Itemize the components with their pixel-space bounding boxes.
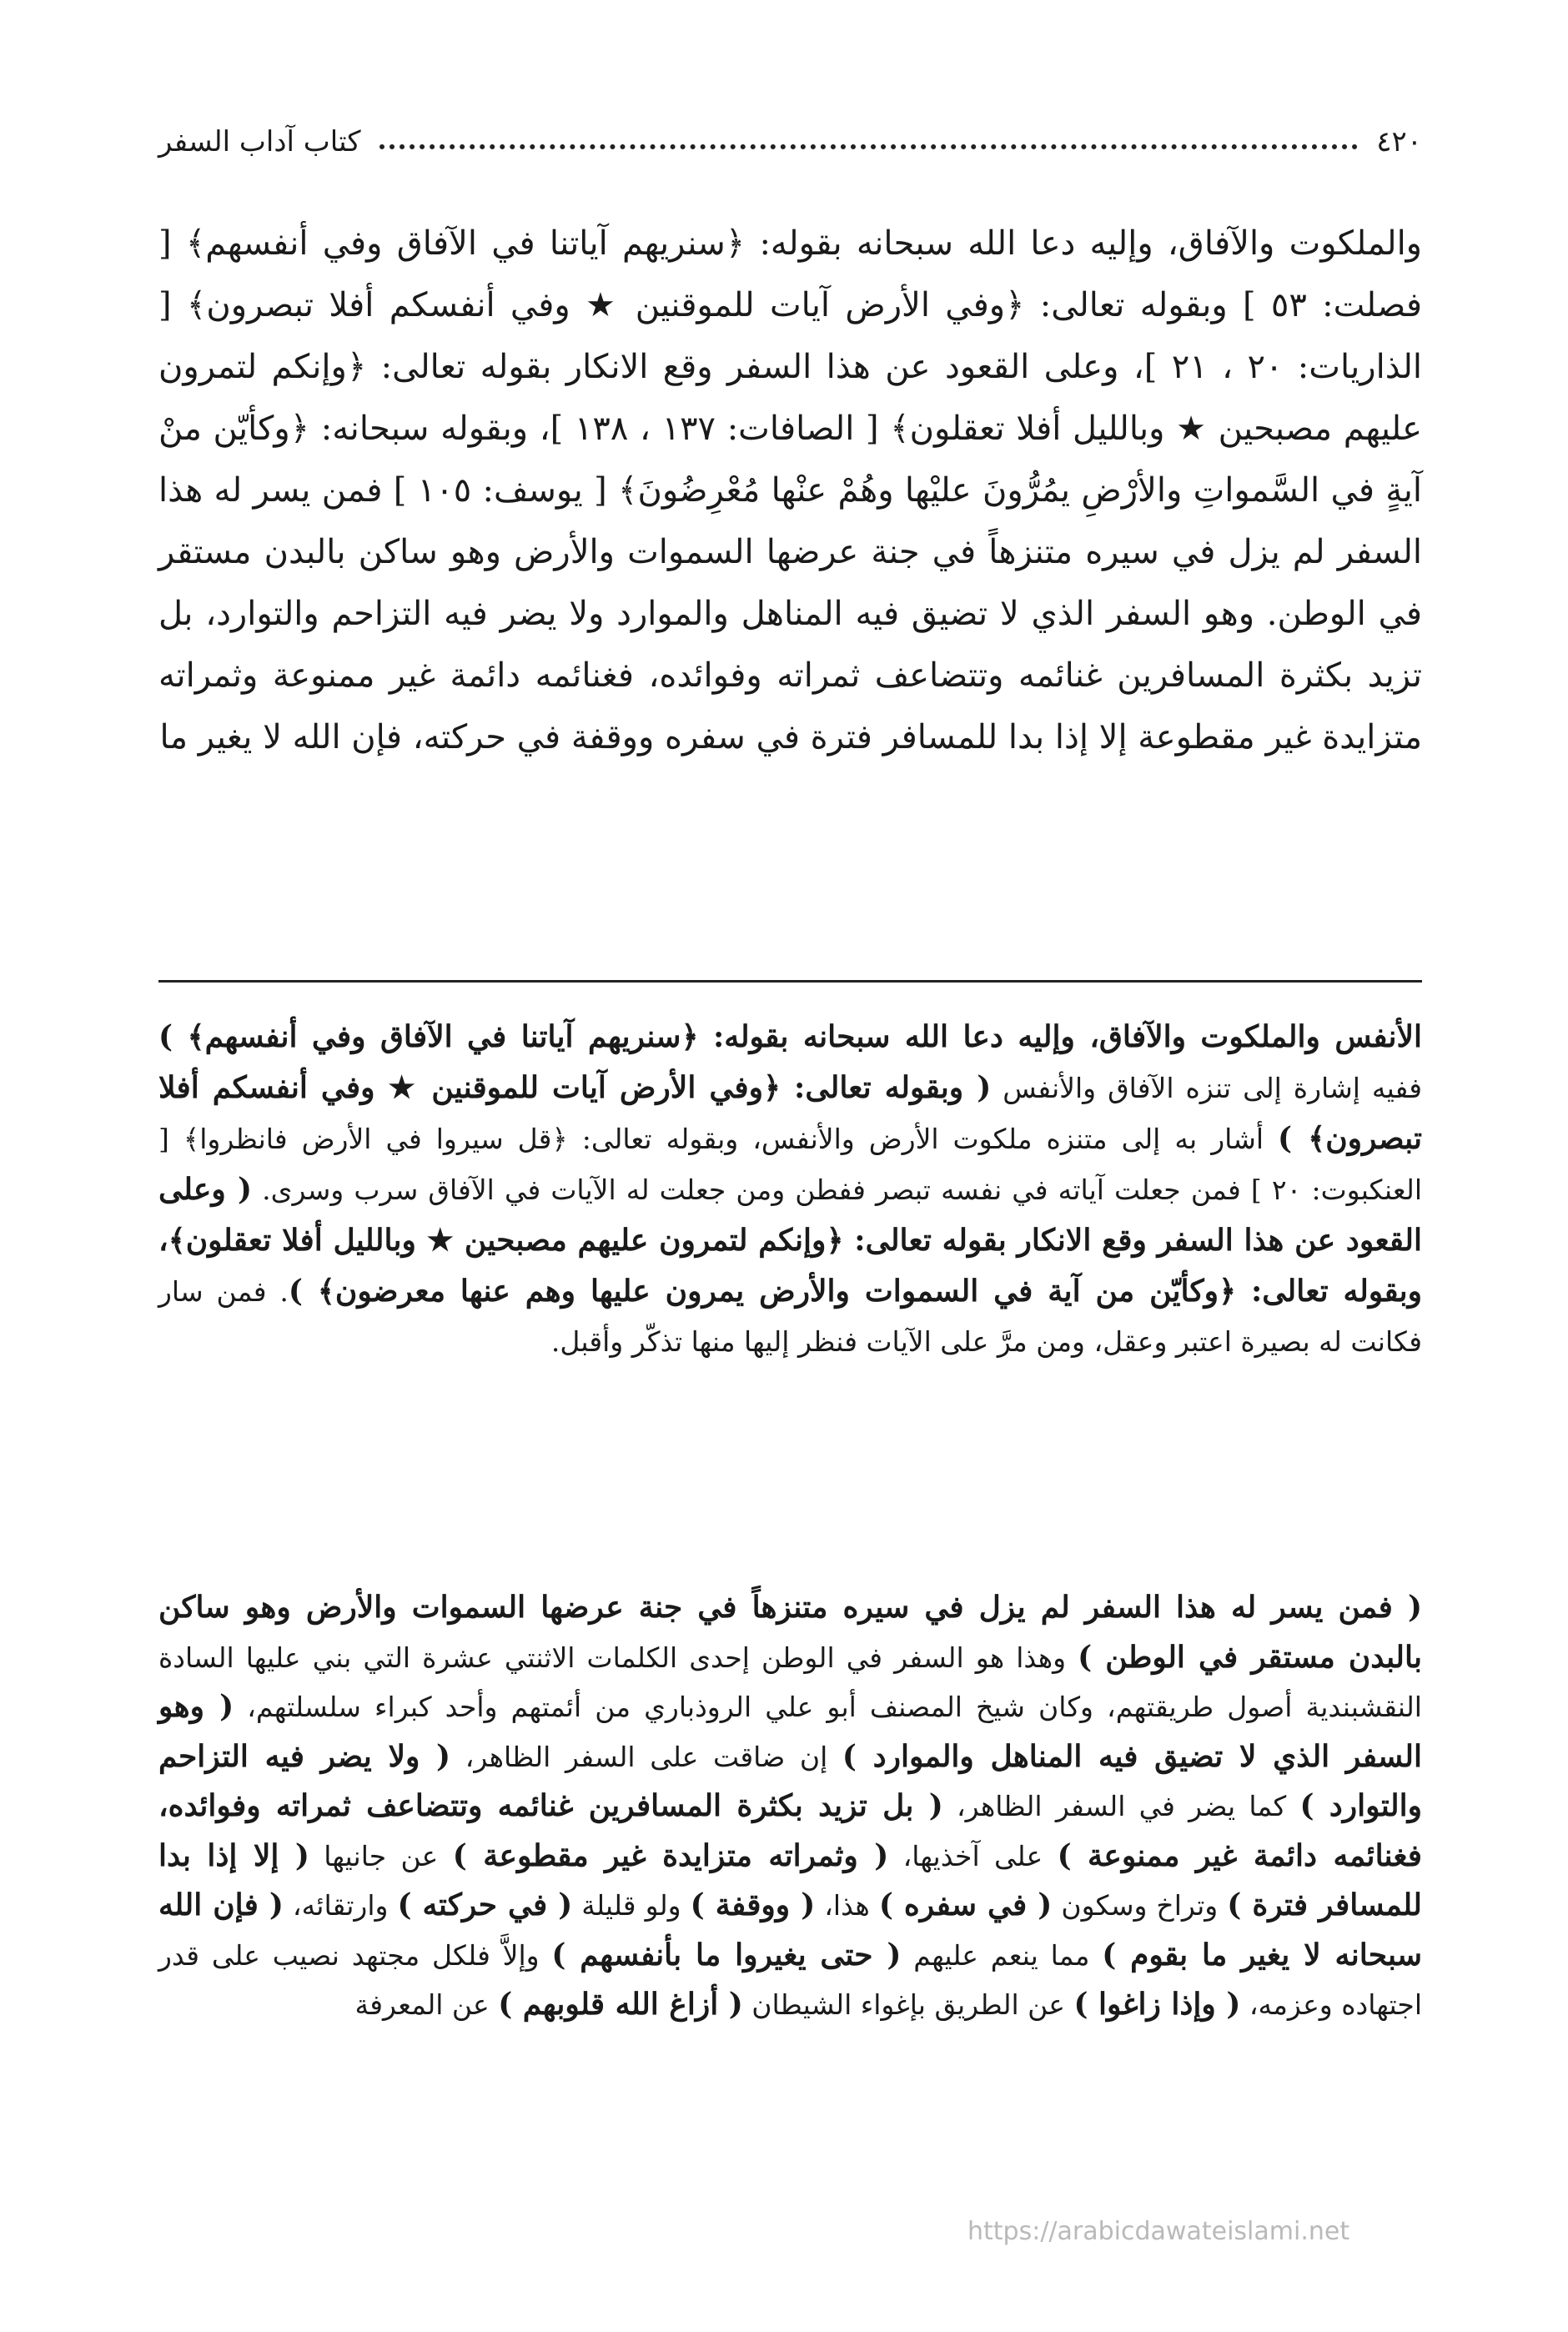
commentary-1-note: . فمن سار فكانت له بصيرة اعتبر وعقل، ومن مرَّ على الآيات فنظر إليها منها تذكّر وأقبل. bbox=[158, 1275, 1422, 1358]
commentary-2-quote: ( وثمراته متزايدة غير مقطوعة ) bbox=[452, 1837, 889, 1873]
commentary-2-quote: ( ووقفة ) bbox=[690, 1887, 816, 1922]
commentary-block-1 bbox=[158, 1012, 1422, 1367]
commentary-2-quote: ( في حركته ) bbox=[397, 1887, 573, 1922]
commentary-paragraph-1 bbox=[158, 1012, 1422, 1367]
commentary-2-note: عن جانيها bbox=[309, 1839, 453, 1872]
commentary-2-quote: ( بل تزيد بكثرة المسافرين غنائمه وتتضاعف ثمراته وفوائده، فغنائمه دائمة غير ممنوعة ) bbox=[158, 1788, 1422, 1873]
commentary-1-note: أشار به إلى متنزه ملكوت الأرض والأنفس، وبقوله تعالى: ﴿قل سيروا في الأرض فانظروا﴾ [ العنكبوت: ٢٠ ] فمن جعلت آياته في نفسه تبصر ففطن ومن جعلت له الآيات في الآفاق سرب وسرى. bbox=[158, 1123, 1423, 1206]
commentary-2-note: وإلاَّ فلكل مجتهد نصيب على قدر اجتهاده وعزمه، bbox=[158, 1938, 1422, 2021]
commentary-2-quote: ( أزاغ الله قلوبهم ) bbox=[498, 1987, 743, 2022]
commentary-1-note: ففيه إشارة إلى تنزه الآفاق والأنفس bbox=[991, 1072, 1422, 1104]
commentary-2-quote: ( فإن الله سبحانه لا يغير ما بقوم ) bbox=[158, 1887, 1422, 1973]
commentary-2-note: عن المعرفة bbox=[354, 1988, 499, 2021]
commentary-block-2 bbox=[158, 1583, 1422, 2030]
commentary-2-quote: ( وإذا زاغوا ) bbox=[1073, 1987, 1241, 2022]
commentary-2-quote: ( في سفره ) bbox=[878, 1887, 1053, 1922]
commentary-2-quote: ( حتى يغيروا ما بأنفسهم ) bbox=[551, 1937, 902, 1973]
commentary-1-quote: الأنفس والملكوت والآفاق، وإليه دعا الله سبحانه بقوله: ﴿سنريهم آياتنا في الآفاق وفي أنفسهم﴾ ) bbox=[158, 1019, 1422, 1054]
footnote-divider bbox=[158, 980, 1422, 983]
main-text-block bbox=[158, 213, 1422, 768]
commentary-1-quote: ( وبقوله تعالى: ﴿وفي الأرض آيات للموقنين ★ وفي أنفسكم أفلا تبصرون﴾ ) bbox=[158, 1070, 1422, 1156]
commentary-2-note: هذا، bbox=[815, 1889, 879, 1922]
commentary-2-note: مما ينعم عليهم bbox=[901, 1938, 1103, 1972]
commentary-2-quote: ( فمن يسر له هذا السفر لم يزل في سيره متنزهاً في جنة عرضها السموات والأرض وهو ساكن بالبدن مستقر في الوطن ) bbox=[158, 1590, 1422, 1675]
commentary-2-note: وهذا هو السفر في الوطن إحدى الكلمات الاثنتي عشرة التي بني عليها السادة النقشبندية أصول طريقتهم، وكان شيخ المصنف أبو علي الروذباري من أئمتهم وأحد كبراء سلسلتهم، bbox=[158, 1641, 1422, 1723]
header-dotted-leader bbox=[379, 144, 1359, 149]
commentary-2-note: وارتقائه، bbox=[283, 1889, 398, 1922]
commentary-2-note: ولو قليلة bbox=[572, 1889, 691, 1922]
commentary-2-note: إن ضاقت على السفر الظاهر، bbox=[450, 1740, 842, 1773]
commentary-1-quote: ( وعلى القعود عن هذا السفر وقع الانكار بقوله تعالى: ﴿وإنكم لتمرون عليهم مصبحين ★ وبالليل أفلا تعقلون﴾، وبقوله تعالى: ﴿وكأيّن من آية في السموات والأرض يمرون عليها وهم عنها معرضون﴾ ) bbox=[158, 1172, 1422, 1309]
commentary-2-note: وتراخ وسكون bbox=[1052, 1889, 1228, 1922]
commentary-2-quote: ( ولا يضر فيه التزاحم والتوارد ) bbox=[158, 1738, 1422, 1823]
page-number: ٤٢٠ bbox=[1376, 125, 1422, 158]
commentary-paragraph-2 bbox=[158, 1583, 1422, 2030]
commentary-2-quote: ( وهو السفر الذي لا تضيق فيه المناهل والموارد ) bbox=[158, 1689, 1423, 1774]
watermark-url: https://arabicdawateislami.net bbox=[967, 2217, 1350, 2246]
commentary-2-note: كما يضر في السفر الظاهر، bbox=[942, 1790, 1300, 1822]
commentary-2-note: على آخذيها، bbox=[888, 1839, 1058, 1872]
commentary-2-note: عن الطريق بإغواء الشيطان bbox=[742, 1988, 1074, 2021]
main-text: والملكوت والآفاق، وإليه دعا الله سبحانه بقوله: ﴿سنريهم آياتنا في الآفاق وفي أنفسهم﴾ [ فصلت: ٥٣ ] وبقوله تعالى: ﴿وفي الأرض آيات للموقنين ★ وفي أنفسكم أفلا تبصرون﴾ [ الذاريات: ٢٠ ، ٢١ ]، وعلى القعود عن هذا السفر وقع الانكار بقوله تعالى: ﴿وإنكم لتمرون عليهم مصبحين ★ وبالليل أفلا تعقلون﴾ [ الصافات: ١٣٧ ، ١٣٨ ]، وبقوله سبحانه: ﴿وكأيّن منْ آيةٍ في السَّمواتِ والأرْضِ يمُرُّونَ عليْها وهُمْ عنْها مُعْرِضُونَ﴾ [ يوسف: ١٠٥ ] فمن يسر له هذا السفر لم يزل في سيره متنزهاً في جنة عرضها السموات والأرض وهو ساكن بالبدن مستقر في الوطن. وهو السفر الذي لا تضيق فيه المناهل والموارد ولا يضر فيه التزاحم والتوارد، بل تزيد بكثرة المسافرين غنائمه وتتضاعف ثمراته وفوائده، فغنائمه دائمة غير ممنوعة وثمراته متزايدة غير مقطوعة إلا إذا بدا للمسافر فترة في سفره ووقفة في حركته، فإن الله لا يغير ما bbox=[158, 224, 1422, 756]
book-title: كتاب آداب السفر bbox=[158, 125, 361, 158]
page-header bbox=[158, 117, 1422, 167]
commentary-2-quote: ( إلا إذا بدا للمسافر فترة ) bbox=[158, 1837, 1423, 1922]
